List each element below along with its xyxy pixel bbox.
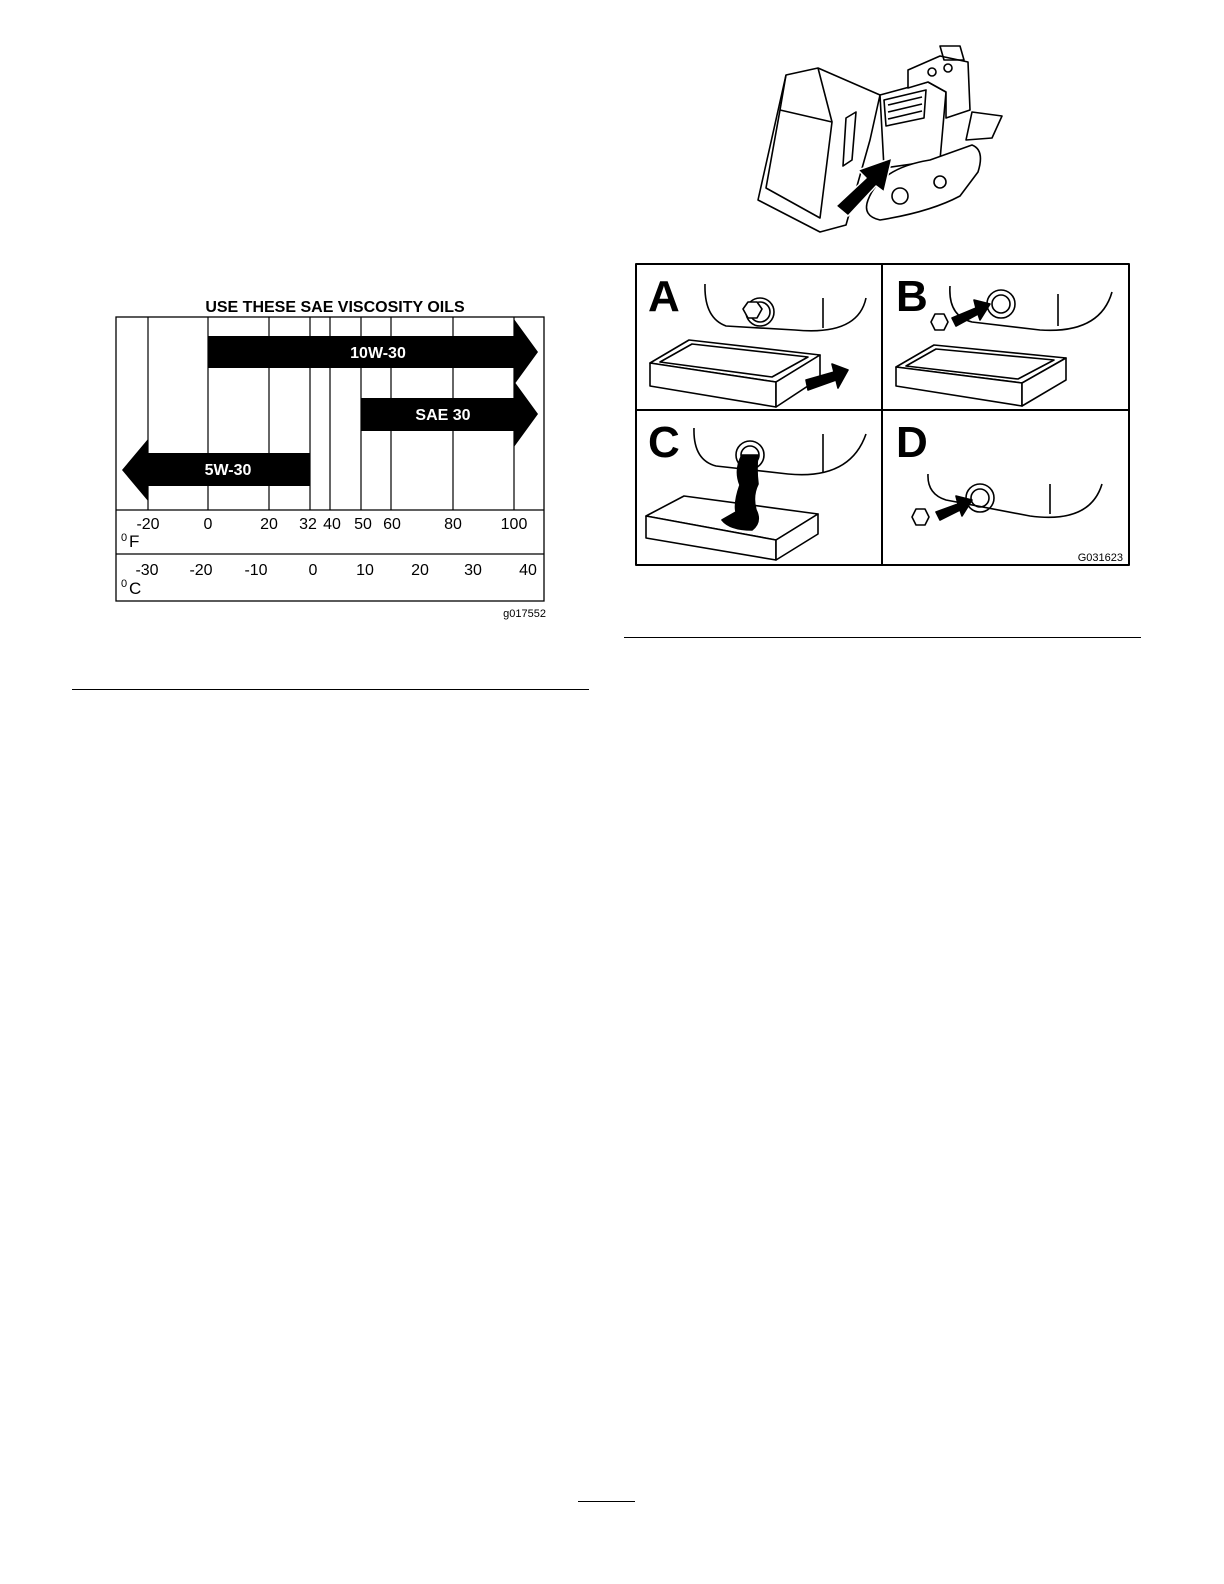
drain-hole bbox=[971, 489, 989, 507]
footer-rule bbox=[578, 1501, 635, 1502]
left-section-divider bbox=[72, 689, 589, 690]
oil-figure-id: G031623 bbox=[1077, 552, 1123, 564]
c-tick: 30 bbox=[464, 562, 482, 579]
band-label-5w30: 5W-30 bbox=[204, 462, 252, 479]
install-plug-arrow bbox=[936, 496, 972, 520]
celsius-ticks bbox=[135, 562, 537, 579]
f-tick: -20 bbox=[136, 516, 160, 533]
chart-figure-id: g017552 bbox=[503, 608, 546, 620]
f-unit: F bbox=[129, 532, 140, 551]
c-tick: -20 bbox=[189, 562, 213, 579]
panel-a-label: A bbox=[648, 272, 680, 321]
viscosity-chart bbox=[100, 292, 560, 622]
panel-c bbox=[646, 418, 866, 560]
rear-platform bbox=[966, 112, 1002, 140]
c-degree-mark: 0 bbox=[121, 578, 128, 590]
chart-title: USE THESE SAE VISCOSITY OILS bbox=[205, 299, 465, 316]
panel-a bbox=[648, 272, 866, 407]
f-tick: 40 bbox=[323, 516, 341, 533]
c-tick: 0 bbox=[308, 562, 318, 579]
removed-plug bbox=[931, 314, 948, 330]
band-label-sae30: SAE 30 bbox=[415, 407, 471, 424]
drain-plug bbox=[743, 302, 762, 318]
f-tick: 20 bbox=[260, 516, 278, 533]
c-unit: C bbox=[129, 579, 142, 598]
drain-hole bbox=[992, 295, 1010, 313]
c-tick: 40 bbox=[519, 562, 537, 579]
f-degree-mark: 0 bbox=[121, 532, 128, 544]
panel-b-label: B bbox=[896, 272, 928, 321]
fahrenheit-ticks bbox=[136, 516, 527, 533]
oil-stream bbox=[722, 455, 758, 530]
machine-illustration bbox=[740, 40, 1020, 245]
viscosity-chart-svg bbox=[100, 292, 560, 622]
machine-svg bbox=[740, 40, 1020, 245]
right-section-divider bbox=[624, 637, 1141, 638]
replace-plug bbox=[912, 509, 929, 525]
f-tick: 80 bbox=[444, 516, 462, 533]
engine-case bbox=[705, 284, 866, 331]
engine-case bbox=[694, 428, 866, 475]
c-tick: -30 bbox=[135, 562, 159, 579]
panel-c-label: C bbox=[648, 418, 680, 467]
f-tick: 100 bbox=[500, 516, 528, 533]
f-tick: 0 bbox=[203, 516, 213, 533]
c-tick: -10 bbox=[244, 562, 268, 579]
oil-change-svg bbox=[630, 260, 1135, 570]
oil-change-figure bbox=[630, 260, 1135, 570]
panel-d-label: D bbox=[896, 418, 928, 467]
band-label-10w30: 10W-30 bbox=[350, 345, 406, 362]
c-tick: 10 bbox=[356, 562, 374, 579]
panel-d bbox=[896, 418, 1102, 525]
f-tick: 32 bbox=[299, 516, 317, 533]
panel-b bbox=[896, 272, 1112, 406]
f-tick: 50 bbox=[354, 516, 372, 533]
c-tick: 20 bbox=[411, 562, 429, 579]
f-tick: 60 bbox=[383, 516, 401, 533]
